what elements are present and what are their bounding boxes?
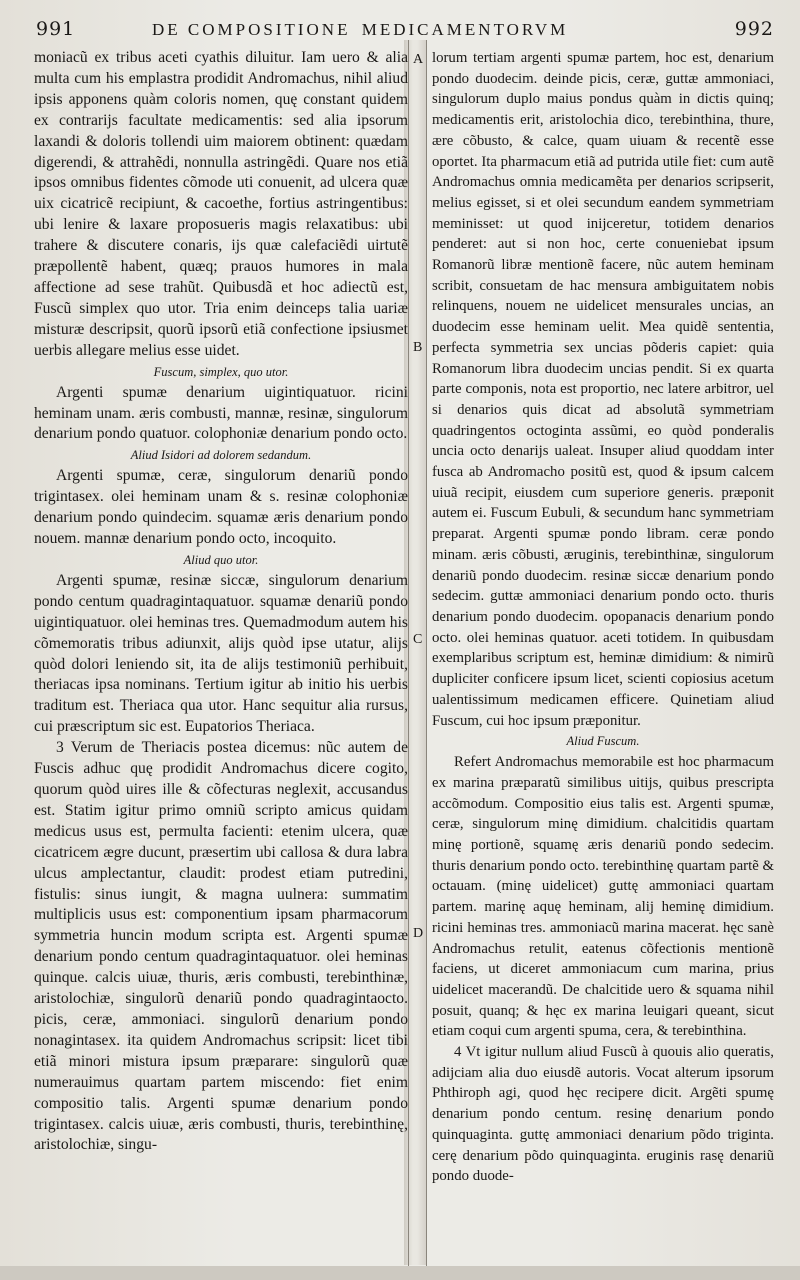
- left-text-column: [34, 48, 408, 1156]
- running-title: [150, 20, 570, 40]
- paragraph: moniacũ ex tribus aceti cyathis diluitur. Iam uero & alia multa cum his emplastra prodidit Andromachus, nihil aliud ipsis apponens quàm coloris nomen, quę constant quidem ex contrarijs facultate medicamentis: sed alia ipsorum laxandi & doloris tollendi uim maiorem obtinent: quædam digerendi, & attrahẽdi, nonnulla astringẽdi. Quare nos etiã ipsos omnibus fidentes cõmode uti conuenit, ad ulcera quæ uix cicatricẽ recipiunt, & cacoethe, fortius astringentibus: ubi lenire & laxare proposueris magis relaxatibus: ubi trahere & discutere conaris, ijs quæ calefaciẽdi uirtutẽ præpollentẽ habent, quæq; prauos humores in mala affectione ad sese trahũt. Quibusdã et hoc adiectũ est, Fuscũ simplex quo utor. Tria enim deinceps talia uariæ misturæ descripsit, quorũ ipsorũ etiã confectione ipsiusmet uerbis allegare melius esse uidet.: [34, 49, 408, 359]
- page-number-right: 992: [734, 18, 774, 40]
- section-heading: Aliud quo utor.: [183, 552, 259, 567]
- paragraph: Refert Andromachus memorabile est hoc pharmacum ex marina præparatũ similibus uitijs, quibus prescripta accõmodum. Compositio eius talis est. Argenti spumæ, ceræ, singulorum minę dimidium. chalcitidis quartam minę portionẽ, squamę æris denariũ pondo sedecim. thuris denarium pondo octo. terebinthinę quartam partẽ & octauam. (minę uidelicet) guttę ammoniaci quartam partem. marinę aquę heminam, alij heminę dimidium. ricini heminas tres. ammoniacũ marina macerat. hęc sanè Andromachus retulit, eatenus cõfectionis mentionẽ faciens, ut diceret ammoniacum cum marina, prius uidelicet macerandũ. De chalcitide uero & squama nihil posuit, quanq; & hęc ex marina leuigari queant, sicut etiam coqui cum argenti spuma, cera, & terebinthina.: [432, 754, 774, 1040]
- section-heading: Aliud Isidori ad dolorem sedandum.: [130, 448, 312, 463]
- margin-mark-a: A: [413, 52, 424, 67]
- paragraph: 3 Verum de Theriacis postea dicemus: nũc autem de Fuscis adhuc quę prodidit Andromachus dicere cogito, quorum quòd uires ille & cõfecturas neglexit, accusandus est. Statim igitur primo omniũ scripto amicus quidam medicus usus est, permulta facienti: etenim ulcera, quæ cicatricem ægre ducunt, præsertim ubi callosa & dura labra ulcus amplectantur, claudit: prodest etiam putredini, fistulis: sinus iungit, & magna uulnera: summatim multiplicis usus est: componentium ipsam pharmacorum symmetria huncin modum scripta est. Argenti spumæ denarium pondo centum quadragintaquatuor. olei heminas quinque. calcis uiuæ, thuris, æris combusti, terebinthinæ, aristolochiæ, singulorũ denariũ pondo quadragintaocto. picis, ceræ, ammoniaci. singulorũ denarium pondo nonagintasex. ita quidem Andromachus scripsit: licet tibi etiã minori mistura ipsum præparare: singulorũ quæ numerauimus quartam partem miscendo: fiet enim compositio talis. Argenti spumæ denarium pondo trigintasex. calcis uiuæ, æris combusti, thuris, terebinthinę, aristolochiæ, singu-: [34, 739, 408, 1154]
- page-number-left: 991: [36, 18, 76, 40]
- running-title-part-1: DE COMPOSITIONE: [152, 20, 351, 39]
- paragraph: Argenti spumæ, ceræ, singulorum denariũ pondo trigintasex. olei heminam unam & s. resinæ colophoniæ denarium pondo quindecim. squamæ æris denarium pondo nouem. mannæ denarium pondo octo, incoquito.: [34, 467, 408, 548]
- paragraph: 4 Vt igitur nullum aliud Fuscũ à quouis alio queratis, adijciam alia duo eiusdẽ autoris. Vocat alterum ipsorum Phthiroph agi, quod hęc recipere dicit. Argẽti spumę denarium pondo centum. resinę denarium pondo quinquaginta. guttę ammoniaci denarium põdo triginta. cerę denarium põdo quinquaginta. eruginis rasę denariũ pondo duode-: [432, 1044, 774, 1185]
- margin-mark-d: D: [413, 926, 424, 941]
- margin-mark-c: C: [413, 632, 423, 647]
- running-title-part-2: MEDICAMENTORVM: [361, 20, 569, 39]
- margin-mark-b: B: [413, 340, 423, 355]
- paragraph: Argenti spumæ, resinæ siccæ, singulorum denarium pondo centum quadragintaquatuor. squamæ denariũ pondo uigintiquatuor. olei heminas tres. Quemadmodum autem his cõmemoratis tribus adiunxit, alijs quòd ipse utatur, alijs quòd dolori leniendo sit, ita de alijs testimoniũ perhibuit, theriacas ipsa nominans. Tertium igitur ab initio his uerbis traditum est. Theriaca qua utor. Hanc sequitur alia rursus, cui præscriptum sic est. Eupatorios Theriaca.: [34, 571, 408, 736]
- paragraph: lorum tertiam argenti spumæ partem, hoc est, denarium pondo duodecim. deinde picis, ceræ, guttæ ammoniaci, singulorum duplo maius pondus quàm in dictis quinq; medicamentis erit, aristolochia dico, terebinthina, thure, ære cõbusto, & calce, quam uiuam & recentẽ esse oportet. Ita pharmacum etiã ad putrida utile fiet: cum autẽ Andromachus omnia medicamẽta per denarios scripserit, melius egisset, si et olei secundum eandem symmetriam meminisset: ut quod inijceretur, totidem denarios penderet: aut si non hoc, certe conueniebat ipsum Romanorũ libræ mentionẽ facere, nũc autem heminam scribit, consuetam de hac mensura ambiguitatem nobis relinquens, nouem ne uidelicet mensurales uncias, an duodecim esse heminam uelit. Mea quidẽ sententia, perfecta symmetria sex uncias põderis capiet: quia Romanorum libra duodecim uncias pendit. Si ex quarta parte componis, nota est proportio, nec latere arbitror, uel si denarios quis dicat ad absolutã symmetriam quadringentos octoginta assũmi, eo quòd ponderalis uncia octo denarijs ualeat. Insuper aliud quoddam inter fusca ab Andromacho positũ est, quod & ipsum calcem uiuã recipit, eiusdem cum superiore generis. præponit autem ei. Fuscum Eubuli, & secundum hanc symmetriam preparat. Argenti spumæ pondo libram. ceræ pondo minam. æris cõbusti, æruginis, terebinthinæ, singulorum denariũ pondo duodecim. resinæ siccæ denarium pondo sedecim. guttæ ammoniaci denarium pondo octo. thuris denarium pondo duodecim. opopanacis denarium pondo octo. olei heminas quatuor. aceti totidem. In quibusdam exemplaribus scriptum est, heminæ dimidium: & nimirũ dupliciter conficere ipsum licet, scienti copiosius acetum ualentissimum medicamen efficere. Quinetiam aliud Fuscum, cui hoc ipsum præponitur.: [432, 50, 774, 729]
- column-rule-left: [408, 40, 409, 1268]
- page-bottom-edge: [0, 1266, 800, 1280]
- page-header: [0, 14, 800, 44]
- paragraph: Argenti spumæ denarium uigintiquatuor. ricini heminam unam. æris combusti, mannæ, resinæ, singulorum denarium pondo quatuor. colophoniæ denarium pondo octo.: [34, 383, 408, 443]
- column-rule-right: [426, 40, 427, 1268]
- section-heading: Fuscum, simplex, quo utor.: [153, 364, 289, 379]
- section-heading: Aliud Fuscum.: [566, 734, 640, 749]
- right-text-column: [432, 48, 774, 1187]
